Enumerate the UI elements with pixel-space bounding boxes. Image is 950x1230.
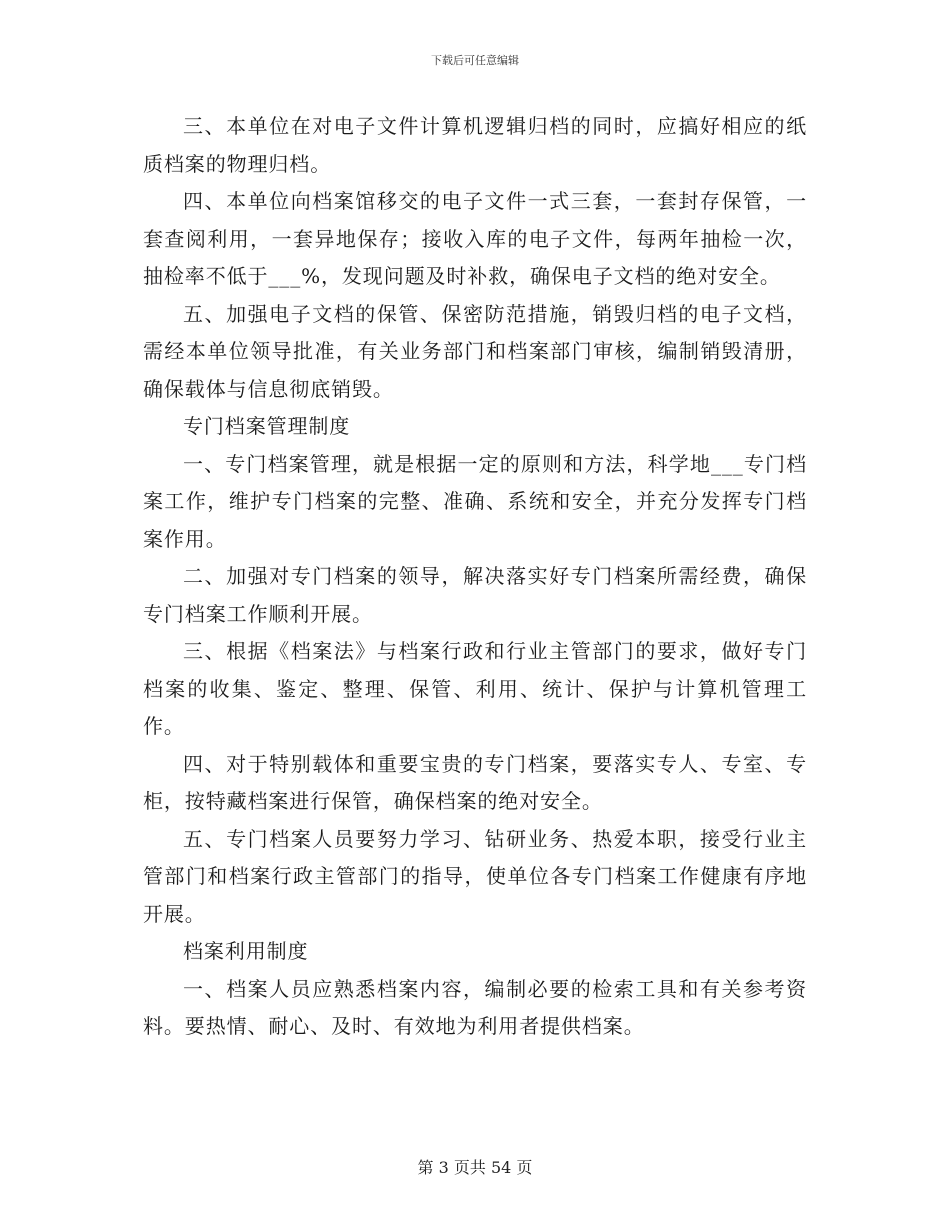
paragraph-special-archives-3: 三、根据《档案法》与档案行政和行业主管部门的要求，做好专门档案的收集、鉴定、整理、保管、利用、统计、保护与计算机管理工作。 [143,639,807,738]
paragraph-special-archives-4: 四、对于特别载体和重要宝贵的专门档案，要落实专人、专室、专柜，按特藏档案进行保管，确保档案的绝对安全。 [143,751,807,813]
document-body [143,108,807,1046]
paragraph-archive-use-1: 一、档案人员应熟悉档案内容，编制必要的检索工具和有关参考资料。要热情、耐心、及时、有效地为利用者提供档案。 [143,976,807,1038]
paragraph-special-archives-1: 一、专门档案管理，就是根据一定的原则和方法，科学地___专门档案工作，维护专门档案的完整、准确、系统和安全，并充分发挥专门档案作用。 [143,451,807,551]
page-number: 第 3 页共 54 页 [417,1158,533,1177]
paragraph-special-archives-5: 五、专门档案人员要努力学习、钻研业务、热爱本职，接受行业主管部门和档案行政主管部门的指导，使单位各专门档案工作健康有序地开展。 [143,826,807,926]
paragraph-archive-physical-filing: 三、本单位在对电子文件计算机逻辑归档的同时，应搞好相应的纸质档案的物理归档。 [143,114,807,176]
section-heading-archive-use: 档案利用制度 [183,939,309,963]
paragraph-archive-destruction: 五、加强电子文档的保管、保密防范措施，销毁归档的电子文档，需经本单位领导批准，有关业务部门和档案部门审核，编制销毁清册，确保载体与信息彻底销毁。 [143,301,807,401]
paragraph-archive-transfer: 四、本单位向档案馆移交的电子文件一式三套，一套封存保管，一套查阅利用，一套异地保存；接收入库的电子文件，每两年抽检一次，抽检率不低于___%，发现问题及时补救，确保电子文档的绝对安全。 [143,189,807,288]
section-heading-special-archives: 专门档案管理制度 [183,414,351,438]
page-header-note: 下载后可任意编辑 [431,54,519,67]
paragraph-special-archives-2: 二、加强对专门档案的领导，解决落实好专门档案所需经费，确保专门档案工作顺利开展。 [143,564,807,626]
